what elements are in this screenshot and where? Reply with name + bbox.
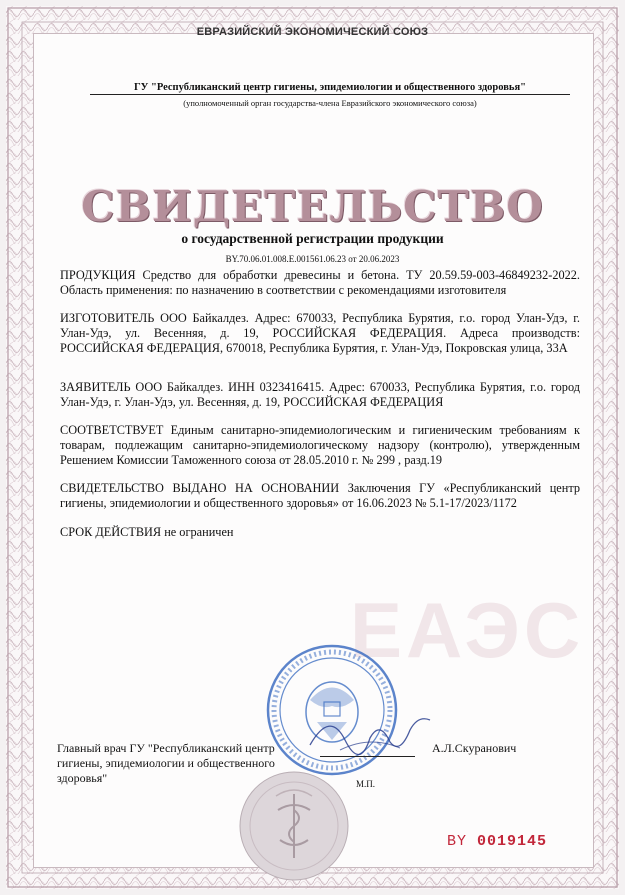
applicant-section: ЗАЯВИТЕЛЬ ООО Байкалдез. ИНН 0323416415. Адрес: 670033, Республика Бурятия, г.о. город Улан-Удэ, г. Улан-Удэ, ул. Весенняя, д. 19, РОССИЙСКАЯ ФЕДЕРАЦИЯ	[60, 380, 580, 409]
serial-prefix: BY	[447, 833, 468, 850]
serial-digits: 0019145	[477, 833, 548, 850]
issued-basis-section: СВИДЕТЕЛЬСТВО ВЫДАНО НА ОСНОВАНИИ Заключения ГУ «Республиканский центр гигиены, эпидемиологии и общественного здоровья» от 16.06.2023 № 5.1-17/2023/1172	[60, 481, 580, 510]
issuing-organization: ГУ "Республиканский центр гигиены, эпидемиологии и общественного здоровья"	[90, 82, 570, 95]
conformity-section: СООТВЕТСТВУЕТ Единым санитарно-эпидемиологическим и гигиеническим требованиям к товарам, подлежащим санитарно-эпидемиологическому надзору (контролю), утвержденным Решением Комиссии Таможенного союза от 28.05.2010 г. № 299 , разд.19	[60, 423, 580, 467]
seal-place-mark: М.П.	[356, 779, 376, 789]
manufacturer-section: ИЗГОТОВИТЕЛЬ ООО Байкалдез. Адрес: 670033, Республика Бурятия, г.о. город Улан-Удэ, г. Улан-Удэ, ул. Весенняя, д. 19, РОССИЙСКАЯ ФЕДЕРАЦИЯ. Адреса производств: РОССИЙСКАЯ ФЕДЕРАЦИЯ, 670018, Республика Бурятия, г. Улан-Удэ, Покровская улица, 33А	[60, 311, 580, 355]
signatory-name: А.Л.Скуранович	[432, 741, 517, 755]
signature-line	[320, 756, 415, 757]
registration-number: BY.70.06.01.008.E.001561.06.23 от 20.06.2023	[225, 254, 400, 264]
serial-number	[447, 833, 547, 850]
handwritten-signature-icon	[300, 690, 450, 770]
certificate-subtitle: о государственной регистрации продукции	[181, 231, 444, 246]
eaeu-watermark: ЕАЭС	[350, 586, 585, 674]
hologram-emblem-icon	[238, 770, 350, 882]
union-header: ЕВРАЗИЙСКИЙ ЭКОНОМИЧЕСКИЙ СОЮЗ	[196, 26, 429, 38]
certificate-title: СВИДЕТЕЛЬСТВО	[81, 182, 544, 231]
validity-section: СРОК ДЕЙСТВИЯ не ограничен	[60, 525, 234, 539]
signatory-position: Главный врач ГУ "Республиканский центр гигиены, эпидемиологии и общественного здоровья"	[57, 741, 275, 785]
product-section: ПРОДУКЦИЯ Средство для обработки древесины и бетона. ТУ 20.59.59-003-46849232-2022. Область применения: по назначению в соответствии с рекомендациями изготовителя	[60, 268, 580, 297]
organization-note: (уполномоченный орган государства-члена Евразийского экономического союза)	[183, 98, 477, 108]
